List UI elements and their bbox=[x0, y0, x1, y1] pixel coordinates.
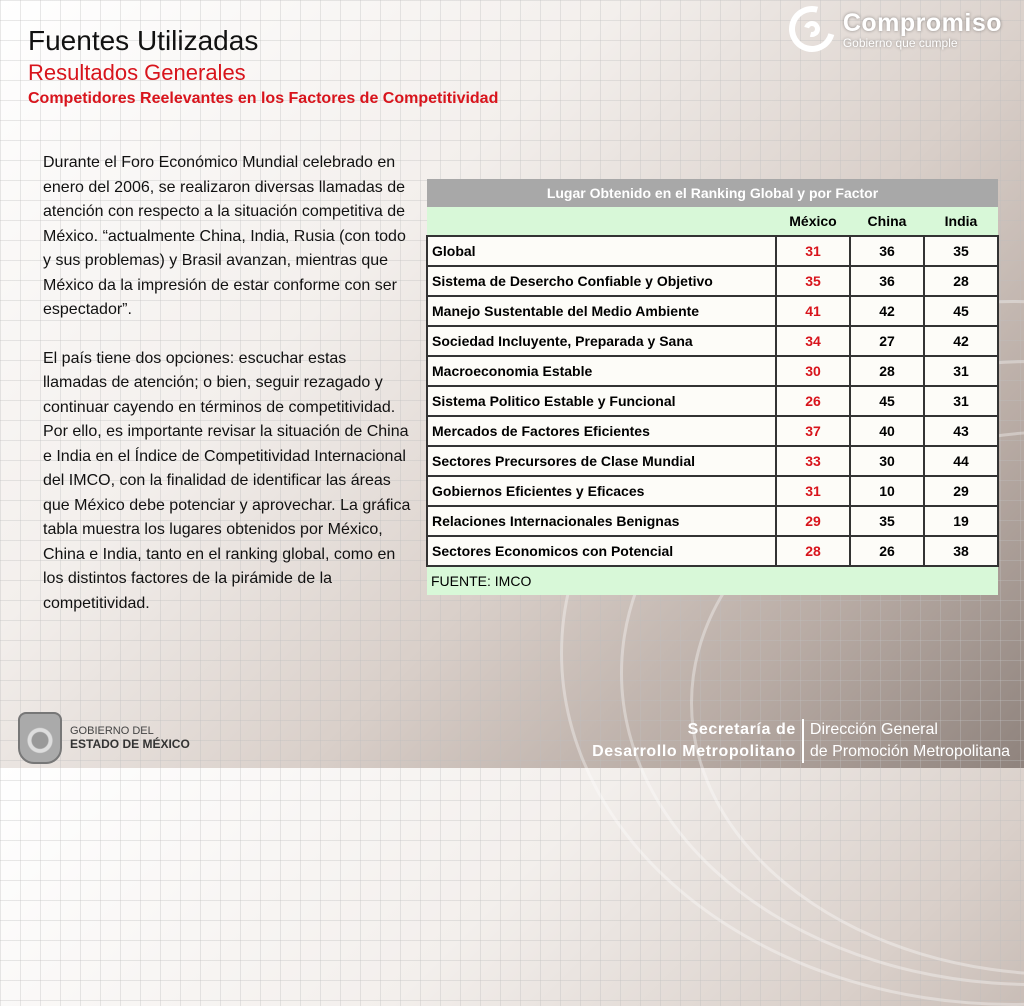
ranking-table bbox=[426, 179, 999, 595]
direccion-line-1: Dirección General bbox=[809, 721, 938, 738]
cell-india: 35 bbox=[924, 236, 998, 266]
cell-india: 43 bbox=[924, 416, 998, 446]
row-label: Gobiernos Eficientes y Eficaces bbox=[427, 476, 776, 506]
table-row bbox=[427, 416, 998, 446]
body-text bbox=[43, 151, 413, 640]
table-row bbox=[427, 476, 998, 506]
logo-name: Compromiso bbox=[842, 8, 1002, 37]
row-label: Manejo Sustentable del Medio Ambiente bbox=[427, 296, 776, 326]
direccion-line-2: de Promoción Metropolitana bbox=[809, 743, 1010, 760]
table-caption: Lugar Obtenido en el Ranking Global y por Factor bbox=[427, 179, 998, 207]
logo-tagline: Gobierno que cumple bbox=[842, 35, 958, 50]
cell-india: 31 bbox=[924, 386, 998, 416]
cell-china: 45 bbox=[850, 386, 924, 416]
secretaria-footer bbox=[592, 719, 1010, 763]
cell-china: 36 bbox=[850, 266, 924, 296]
table-row bbox=[427, 356, 998, 386]
cell-india: 28 bbox=[924, 266, 998, 296]
cell-india: 38 bbox=[924, 536, 998, 566]
cell-china: 36 bbox=[850, 236, 924, 266]
cell-mexico: 30 bbox=[776, 356, 850, 386]
secretaria-line-2: Desarrollo Metropolitano bbox=[592, 743, 796, 760]
row-label: Sistema Politico Estable y Funcional bbox=[427, 386, 776, 416]
cell-china: 30 bbox=[850, 446, 924, 476]
table-row bbox=[427, 506, 998, 536]
gov-line-2: ESTADO DE MÉXICO bbox=[70, 737, 190, 751]
cell-mexico: 26 bbox=[776, 386, 850, 416]
cell-india: 44 bbox=[924, 446, 998, 476]
cell-mexico: 41 bbox=[776, 296, 850, 326]
table-row bbox=[427, 326, 998, 356]
state-seal-icon bbox=[18, 712, 62, 764]
column-header-china: China bbox=[850, 207, 924, 236]
table-caption-row bbox=[427, 179, 998, 207]
row-label: Sectores Economicos con Potencial bbox=[427, 536, 776, 566]
cell-china: 40 bbox=[850, 416, 924, 446]
secretaria-line-1: Secretaría de bbox=[687, 721, 796, 738]
cell-india: 31 bbox=[924, 356, 998, 386]
table-body bbox=[427, 236, 998, 566]
row-label: Sistema de Desercho Confiable y Objetivo bbox=[427, 266, 776, 296]
row-label: Sectores Precursores de Clase Mundial bbox=[427, 446, 776, 476]
table-header-blank bbox=[427, 207, 776, 236]
cell-mexico: 29 bbox=[776, 506, 850, 536]
gobierno-estado-logo bbox=[18, 712, 190, 764]
table-row bbox=[427, 266, 998, 296]
table-source-row bbox=[427, 566, 998, 595]
cell-china: 26 bbox=[850, 536, 924, 566]
table-row bbox=[427, 446, 998, 476]
page-title: Fuentes Utilizadas bbox=[28, 25, 259, 56]
gov-line-1: GOBIERNO DEL bbox=[70, 725, 154, 737]
table-row bbox=[427, 236, 998, 266]
table-header-row bbox=[427, 207, 998, 236]
cell-india: 45 bbox=[924, 296, 998, 326]
row-label: Global bbox=[427, 236, 776, 266]
page-subtitle: Resultados Generales bbox=[28, 60, 246, 85]
row-label: Sociedad Incluyente, Preparada y Sana bbox=[427, 326, 776, 356]
cell-mexico: 34 bbox=[776, 326, 850, 356]
compromiso-logo bbox=[789, 6, 1002, 52]
cell-india: 29 bbox=[924, 476, 998, 506]
cell-china: 35 bbox=[850, 506, 924, 536]
cell-china: 28 bbox=[850, 356, 924, 386]
table-row bbox=[427, 296, 998, 326]
body-paragraph-1: Durante el Foro Económico Mundial celebrado en enero del 2006, se realizaron diversas llamadas de atención con respecto a la situación competitiva de México. “actualmente China, India, Rusia (con todo y sus problemas) y Brasil avanzan, mientras que México da la impresión de estar conforme con ser espectador”. bbox=[43, 154, 406, 318]
compromiso-logo-icon bbox=[780, 0, 843, 60]
table-source: FUENTE: IMCO bbox=[427, 566, 998, 595]
table-row bbox=[427, 386, 998, 416]
row-label: Macroeconomia Estable bbox=[427, 356, 776, 386]
table-row bbox=[427, 536, 998, 566]
cell-india: 42 bbox=[924, 326, 998, 356]
cell-mexico: 37 bbox=[776, 416, 850, 446]
page-subsubtitle: Competidores Reelevantes en los Factores de Competitividad bbox=[28, 90, 499, 107]
cell-mexico: 31 bbox=[776, 236, 850, 266]
column-header-india: India bbox=[924, 207, 998, 236]
cell-mexico: 35 bbox=[776, 266, 850, 296]
row-label: Relaciones Internacionales Benignas bbox=[427, 506, 776, 536]
cell-mexico: 31 bbox=[776, 476, 850, 506]
slide-header bbox=[28, 24, 498, 108]
cell-china: 27 bbox=[850, 326, 924, 356]
cell-mexico: 28 bbox=[776, 536, 850, 566]
cell-china: 42 bbox=[850, 296, 924, 326]
cell-china: 10 bbox=[850, 476, 924, 506]
row-label: Mercados de Factores Eficientes bbox=[427, 416, 776, 446]
body-paragraph-2: El país tiene dos opciones: escuchar estas llamadas de atención; o bien, seguir rezagado y continuar cayendo en términos de competitividad. Por ello, es importante revisar la situación de China e India en el Índice de Competitividad Internacional del IMCO, con la finalidad de identificar las áreas que México debe potenciar y aprovechar. La gráfica tabla muestra los lugares obtenidos por México, China e India, tanto en el ranking global, como en los distintos factores de la pirámide de la competitividad. bbox=[43, 349, 411, 612]
column-header-mexico: México bbox=[776, 207, 850, 236]
cell-india: 19 bbox=[924, 506, 998, 536]
cell-mexico: 33 bbox=[776, 446, 850, 476]
